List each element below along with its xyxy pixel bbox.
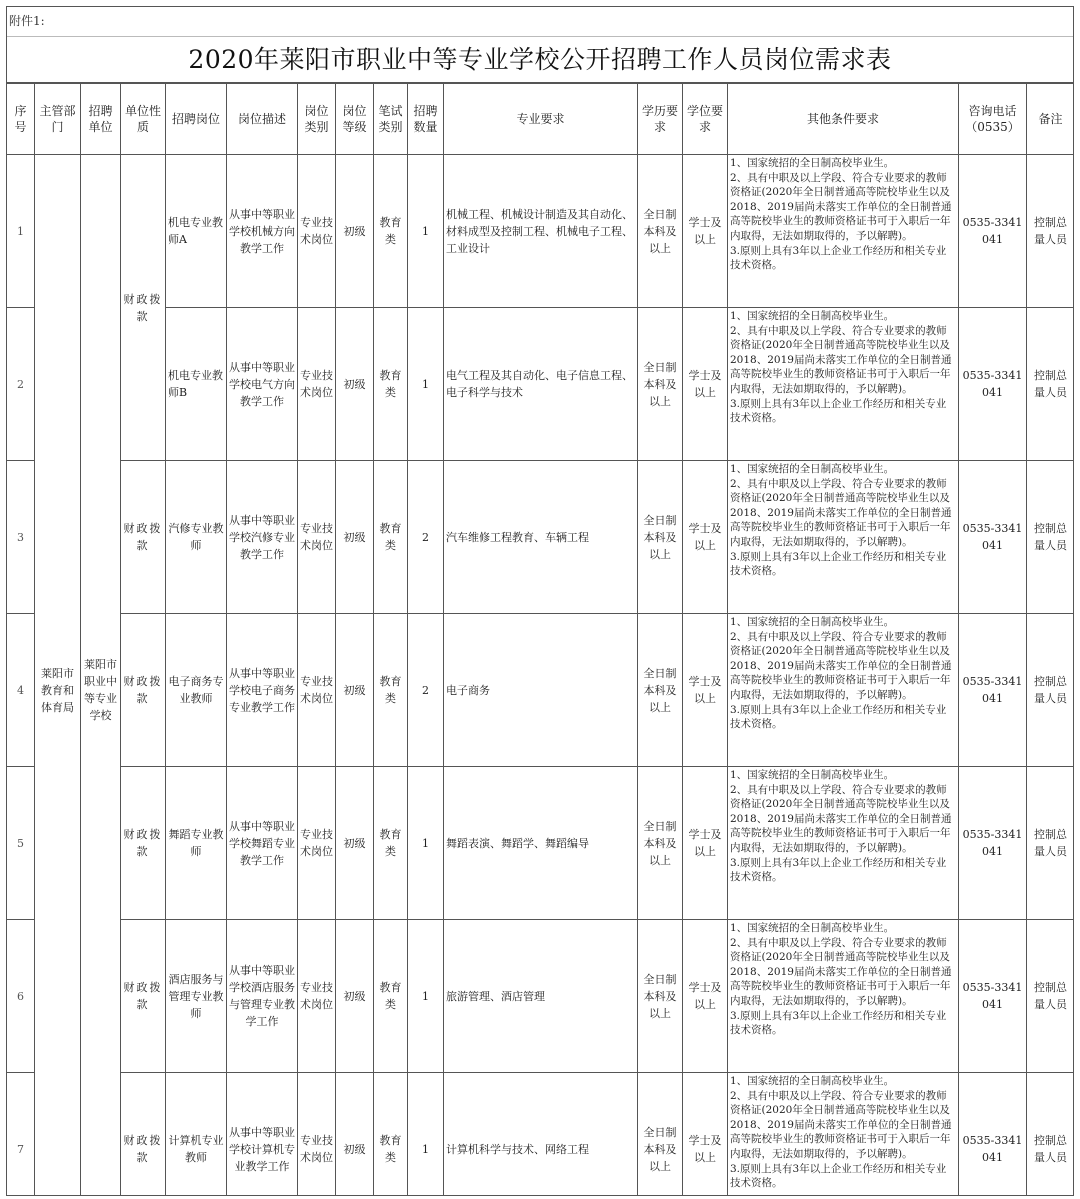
cell-exam: 教育类 xyxy=(374,920,408,1073)
cell-count: 1 xyxy=(408,308,444,461)
cell-degree: 学士及以上 xyxy=(683,308,728,461)
cell-seq: 3 xyxy=(7,461,35,614)
header-degree: 学位要求 xyxy=(683,84,728,155)
cell-category: 专业技术岗位 xyxy=(298,920,336,1073)
cell-seq: 1 xyxy=(7,155,35,308)
cell-nature: 财政拨款 xyxy=(121,461,166,614)
cell-post: 计算机专业教师 xyxy=(166,1073,227,1197)
cell-other: 1、国家统招的全日制高校毕业生。 2、具有中职及以上学段、符合专业要求的教师资格证(2020年全日制普通高等院校毕业生以及2018、2019届尚未落实工作单位的全日制普通高等院校毕业生的教师资格证书可于入职后一年内取得，无法如期取得的，予以解聘)。 3.原则上具有3年以上企业工作经历和相关专业技术资格。 xyxy=(728,920,959,1073)
cell-level: 初级 xyxy=(336,155,374,308)
cell-edu: 全日制本科及以上 xyxy=(638,767,683,920)
cell-level: 初级 xyxy=(336,767,374,920)
cell-other: 1、国家统招的全日制高校毕业生。 2、具有中职及以上学段、符合专业要求的教师资格证(2020年全日制普通高等院校毕业生以及2018、2019届尚未落实工作单位的全日制普通高等院校毕业生的教师资格证书可于入职后一年内取得，无法如期取得的，予以解聘)。 3.原则上具有3年以上企业工作经历和相关专业技术资格。 xyxy=(728,614,959,767)
cell-level: 初级 xyxy=(336,461,374,614)
cell-major: 汽车维修工程教育、车辆工程 xyxy=(444,461,638,614)
cell-other: 1、国家统招的全日制高校毕业生。 2、具有中职及以上学段、符合专业要求的教师资格证(2020年全日制普通高等院校毕业生以及2018、2019届尚未落实工作单位的全日制普通高等院校毕业生的教师资格证书可于入职后一年内取得，无法如期取得的，予以解聘)。 3.原则上具有3年以上企业工作经历和相关专业技术资格。 xyxy=(728,308,959,461)
cell-phone: 0535-3341041 xyxy=(959,155,1027,308)
cell-degree: 学士及以上 xyxy=(683,920,728,1073)
cell-exam: 教育类 xyxy=(374,767,408,920)
cell-edu: 全日制本科及以上 xyxy=(638,155,683,308)
cell-major: 电子商务 xyxy=(444,614,638,767)
document-title: 2020年莱阳市职业中等专业学校公开招聘工作人员岗位需求表 xyxy=(7,37,1073,83)
cell-nature-merged: 财政拨款 xyxy=(121,155,166,461)
cell-major: 机械工程、机械设计制造及其自动化、材料成型及控制工程、机械电子工程、工业设计 xyxy=(444,155,638,308)
table-row xyxy=(7,920,1075,1073)
cell-edu: 全日制本科及以上 xyxy=(638,461,683,614)
cell-desc: 从事中等职业学校机械方向教学工作 xyxy=(227,155,298,308)
cell-phone: 0535-3341041 xyxy=(959,920,1027,1073)
document-sheet xyxy=(6,6,1074,1196)
cell-desc: 从事中等职业学校电气方向教学工作 xyxy=(227,308,298,461)
cell-edu: 全日制本科及以上 xyxy=(638,920,683,1073)
header-edu: 学历要求 xyxy=(638,84,683,155)
cell-exam: 教育类 xyxy=(374,461,408,614)
cell-seq: 7 xyxy=(7,1073,35,1197)
cell-note: 控制总量人员 xyxy=(1027,614,1075,767)
cell-degree: 学士及以上 xyxy=(683,461,728,614)
header-level: 岗位等级 xyxy=(336,84,374,155)
cell-other: 1、国家统招的全日制高校毕业生。 2、具有中职及以上学段、符合专业要求的教师资格证(2020年全日制普通高等院校毕业生以及2018、2019届尚未落实工作单位的全日制普通高等院校毕业生的教师资格证书可于入职后一年内取得，无法如期取得的，予以解聘)。 3.原则上具有3年以上企业工作经历和相关专业技术资格。 xyxy=(728,155,959,308)
cell-major: 舞蹈表演、舞蹈学、舞蹈编导 xyxy=(444,767,638,920)
cell-desc: 从事中等职业学校酒店服务与管理专业教学工作 xyxy=(227,920,298,1073)
header-count: 招聘数量 xyxy=(408,84,444,155)
cell-note: 控制总量人员 xyxy=(1027,461,1075,614)
cell-count: 1 xyxy=(408,767,444,920)
header-desc: 岗位描述 xyxy=(227,84,298,155)
cell-count: 2 xyxy=(408,461,444,614)
cell-seq: 2 xyxy=(7,308,35,461)
header-category: 岗位类别 xyxy=(298,84,336,155)
cell-category: 专业技术岗位 xyxy=(298,767,336,920)
cell-desc: 从事中等职业学校电子商务专业教学工作 xyxy=(227,614,298,767)
cell-note: 控制总量人员 xyxy=(1027,767,1075,920)
cell-post: 机电专业教师A xyxy=(166,155,227,308)
header-seq: 序号 xyxy=(7,84,35,155)
cell-category: 专业技术岗位 xyxy=(298,1073,336,1197)
header-other: 其他条件要求 xyxy=(728,84,959,155)
cell-edu: 全日制本科及以上 xyxy=(638,614,683,767)
cell-seq: 5 xyxy=(7,767,35,920)
cell-dept: 莱阳市教育和体育局 xyxy=(35,155,81,1197)
cell-degree: 学士及以上 xyxy=(683,155,728,308)
cell-count: 2 xyxy=(408,614,444,767)
cell-other: 1、国家统招的全日制高校毕业生。 2、具有中职及以上学段、符合专业要求的教师资格证(2020年全日制普通高等院校毕业生以及2018、2019届尚未落实工作单位的全日制普通高等院校毕业生的教师资格证书可于入职后一年内取得，无法如期取得的，予以解聘)。 3.原则上具有3年以上企业工作经历和相关专业技术资格。 xyxy=(728,767,959,920)
cell-nature: 财政拨款 xyxy=(121,767,166,920)
table-row xyxy=(7,308,1075,461)
cell-level: 初级 xyxy=(336,308,374,461)
cell-other: 1、国家统招的全日制高校毕业生。 2、具有中职及以上学段、符合专业要求的教师资格证(2020年全日制普通高等院校毕业生以及2018、2019届尚未落实工作单位的全日制普通高等院校毕业生的教师资格证书可于入职后一年内取得，无法如期取得的，予以解聘)。 3.原则上具有3年以上企业工作经历和相关专业技术资格。 xyxy=(728,1073,959,1197)
header-nature: 单位性质 xyxy=(121,84,166,155)
cell-edu: 全日制本科及以上 xyxy=(638,1073,683,1197)
cell-major: 电气工程及其自动化、电子信息工程、电子科学与技术 xyxy=(444,308,638,461)
cell-post: 汽修专业教师 xyxy=(166,461,227,614)
table-header-row xyxy=(7,84,1075,155)
cell-count: 1 xyxy=(408,920,444,1073)
cell-exam: 教育类 xyxy=(374,614,408,767)
cell-count: 1 xyxy=(408,155,444,308)
header-exam: 笔试类别 xyxy=(374,84,408,155)
cell-note: 控制总量人员 xyxy=(1027,1073,1075,1197)
cell-post: 电子商务专业教师 xyxy=(166,614,227,767)
table-row xyxy=(7,155,1075,308)
cell-major: 旅游管理、酒店管理 xyxy=(444,920,638,1073)
cell-exam: 教育类 xyxy=(374,155,408,308)
table-row xyxy=(7,767,1075,920)
cell-nature: 财政拨款 xyxy=(121,1073,166,1197)
cell-unit: 莱阳市职业中等专业学校 xyxy=(81,155,121,1197)
cell-nature: 财政拨款 xyxy=(121,614,166,767)
cell-seq: 4 xyxy=(7,614,35,767)
cell-exam: 教育类 xyxy=(374,1073,408,1197)
cell-degree: 学士及以上 xyxy=(683,767,728,920)
cell-phone: 0535-3341041 xyxy=(959,767,1027,920)
table-row xyxy=(7,1073,1075,1197)
job-requirements-table xyxy=(6,83,1074,1196)
cell-note: 控制总量人员 xyxy=(1027,155,1075,308)
cell-count: 1 xyxy=(408,1073,444,1197)
cell-exam: 教育类 xyxy=(374,308,408,461)
cell-category: 专业技术岗位 xyxy=(298,461,336,614)
cell-post: 机电专业教师B xyxy=(166,308,227,461)
cell-edu: 全日制本科及以上 xyxy=(638,308,683,461)
cell-degree: 学士及以上 xyxy=(683,1073,728,1197)
attachment-label: 附件1: xyxy=(7,7,1073,37)
cell-phone: 0535-3341041 xyxy=(959,1073,1027,1197)
cell-note: 控制总量人员 xyxy=(1027,308,1075,461)
header-dept: 主管部门 xyxy=(35,84,81,155)
cell-seq: 6 xyxy=(7,920,35,1073)
header-post: 招聘岗位 xyxy=(166,84,227,155)
cell-phone: 0535-3341041 xyxy=(959,308,1027,461)
cell-desc: 从事中等职业学校计算机专业教学工作 xyxy=(227,1073,298,1197)
cell-level: 初级 xyxy=(336,920,374,1073)
table-row xyxy=(7,461,1075,614)
header-unit: 招聘单位 xyxy=(81,84,121,155)
cell-desc: 从事中等职业学校舞蹈专业教学工作 xyxy=(227,767,298,920)
table-row xyxy=(7,614,1075,767)
header-major: 专业要求 xyxy=(444,84,638,155)
cell-phone: 0535-3341041 xyxy=(959,614,1027,767)
header-phone: 咨询电话（0535） xyxy=(959,84,1027,155)
cell-category: 专业技术岗位 xyxy=(298,308,336,461)
cell-level: 初级 xyxy=(336,1073,374,1197)
cell-degree: 学士及以上 xyxy=(683,614,728,767)
table-body xyxy=(7,155,1075,1197)
cell-category: 专业技术岗位 xyxy=(298,155,336,308)
cell-post: 酒店服务与管理专业教师 xyxy=(166,920,227,1073)
cell-category: 专业技术岗位 xyxy=(298,614,336,767)
cell-phone: 0535-3341041 xyxy=(959,461,1027,614)
cell-desc: 从事中等职业学校汽修专业教学工作 xyxy=(227,461,298,614)
cell-major: 计算机科学与技术、网络工程 xyxy=(444,1073,638,1197)
cell-note: 控制总量人员 xyxy=(1027,920,1075,1073)
cell-other: 1、国家统招的全日制高校毕业生。 2、具有中职及以上学段、符合专业要求的教师资格证(2020年全日制普通高等院校毕业生以及2018、2019届尚未落实工作单位的全日制普通高等院校毕业生的教师资格证书可于入职后一年内取得，无法如期取得的，予以解聘)。 3.原则上具有3年以上企业工作经历和相关专业技术资格。 xyxy=(728,461,959,614)
cell-nature: 财政拨款 xyxy=(121,920,166,1073)
header-note: 备注 xyxy=(1027,84,1075,155)
cell-level: 初级 xyxy=(336,614,374,767)
cell-post: 舞蹈专业教师 xyxy=(166,767,227,920)
